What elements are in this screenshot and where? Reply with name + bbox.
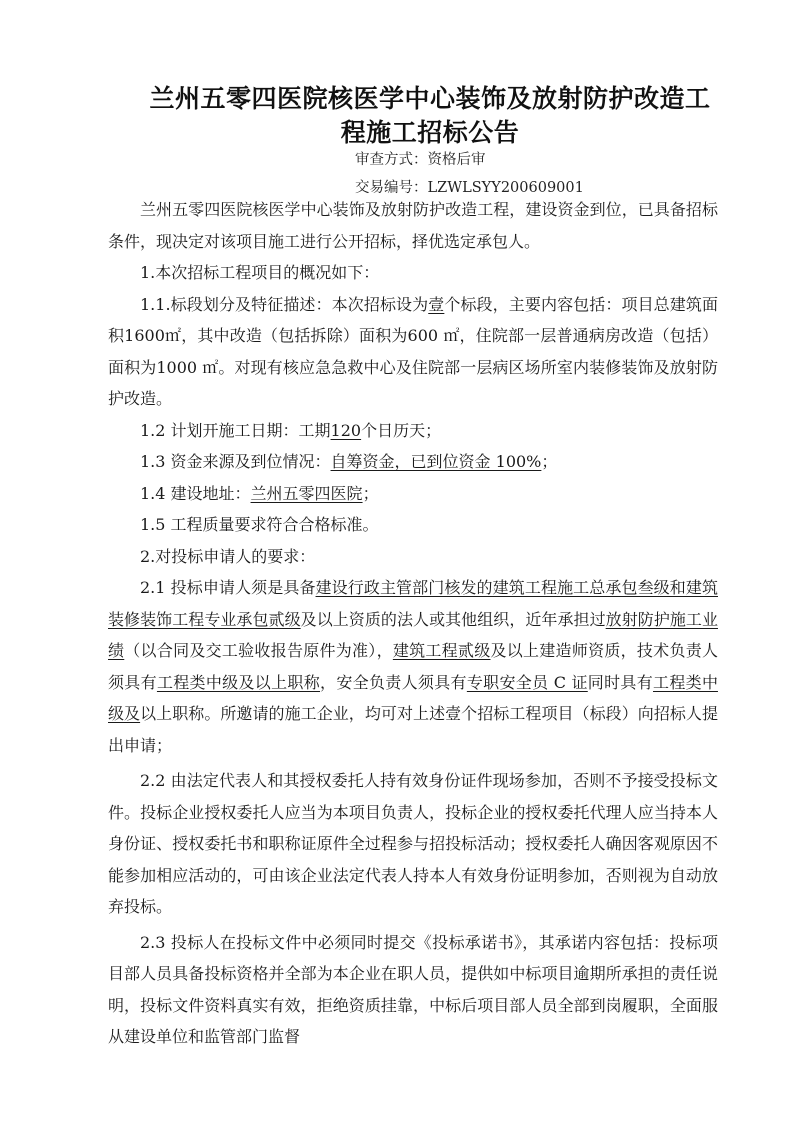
underlined-value: 放射防护施工业绩 — [108, 609, 718, 660]
underlined-value: 工程类中级及以上职称 — [156, 672, 321, 692]
text-run: 个标段，主要内容包括：项目总建筑面积1600㎡，其中改造（包括拆除）面积为600 ㎡，住院部一层普通病房改造（包括）面积为1000 ㎡。对现有核应急急救中心及住院部一层病区场所室内装修装饰及放射防护改造。 — [108, 294, 718, 408]
paragraph-2-3: 2.3 投标人在投标文件中必须同时提交《投标承诺书》，其承诺内容包括：投标项目部人员具备投标资格并全部为本企业在职人员，提供如中标项目逾期所承担的责任说明，投标文件资料真实有效，拒绝资质挂靠，中标后项目部人员全部到岗履职，全面服从建设单位和监管部门监督 — [108, 932, 718, 1046]
paragraph-1-3 — [108, 446, 718, 478]
text-run: 及以上资质的法人或其他组织，近年承担过 — [300, 609, 606, 629]
text-run: 1.4 建设地址： — [140, 483, 251, 503]
underlined-value: 专职安全员 C 证 — [466, 672, 588, 692]
review-method: 审查方式：资格后审 — [355, 152, 486, 168]
paragraph-1-2 — [108, 415, 718, 447]
paragraph-1-5: 1.5 工程质量要求符合合格标准。 — [140, 515, 379, 534]
text-run: ； — [541, 452, 558, 471]
text-run: 及以上建造师资质，技术负责人须具有 — [108, 641, 718, 692]
section-1-heading: 1.本次招标工程项目的概况如下： — [140, 263, 380, 282]
document-body — [108, 194, 718, 1053]
text-run: ； — [362, 483, 379, 503]
text-run: 1.1.标段划分及特征描述：本次招标设为 — [140, 294, 429, 314]
paragraph-2-2: 2.2 由法定代表人和其授权委托人持有效身份证件现场参加，否则不予接受投标文件。投标企业授权委托人应当为本项目负责人，投标企业的授权委托代理人应当持本人身份证、授权委托书和职称证原件全过程参与招投标活动；授权委托人确因客观原因不能参加相应活动的，可由该企业法定代表人持本人有效身份证明参加，否则视为自动放弃投标。 — [108, 771, 718, 916]
underlined-value: 壹 — [428, 294, 445, 314]
text-run: ，安全负责人须具有 — [320, 672, 467, 692]
underlined-value: 建筑工程贰级 — [392, 641, 491, 660]
section-2-heading: 2.对投标申请人的要求： — [140, 546, 316, 566]
intro-paragraph: 兰州五零四医院核医学中心装饰及放射防护改造工程，建设资金到位，已具备招标条件，现决定对该项目施工进行公开招标，择优选定承包人。 — [108, 200, 718, 251]
text-run: 2.1 投标申请人须是具备 — [140, 578, 316, 597]
text-run: 1.3 资金来源及到位情况： — [140, 452, 331, 471]
text-run: 1.2 计划开施工日期：工期 — [140, 420, 331, 440]
paragraph-1-4 — [108, 478, 718, 510]
text-run: 同时具有 — [587, 672, 654, 692]
underlined-value: 建设行政主管部门核发的建筑工程施工总承包叁级和建筑装修装饰工程专业承包贰级 — [108, 578, 718, 629]
text-run: 以上职称。所邀请的施工企业，均可对上述壹个招标工程项目（标段）向招标人提出申请； — [108, 704, 718, 755]
underlined-value: 自筹资金，已到位资金 100% — [330, 452, 542, 471]
paragraph-1-1 — [108, 289, 718, 415]
paragraph-2-1 — [108, 572, 718, 761]
transaction-number: 交易编号：LZWLSYY200609001 — [355, 180, 584, 196]
underlined-value: 120 — [330, 420, 362, 440]
underlined-value: 工程类中级及 — [108, 672, 718, 723]
text-run: （以合同及交工验收报告原件为准）， — [124, 641, 393, 660]
text-run: 个日历天； — [361, 420, 442, 440]
underlined-value: 兰州五零四医院 — [250, 483, 363, 503]
document-title: 兰州五零四医院核医学中心装饰及放射防护改造工程施工招标公告 — [149, 84, 711, 147]
